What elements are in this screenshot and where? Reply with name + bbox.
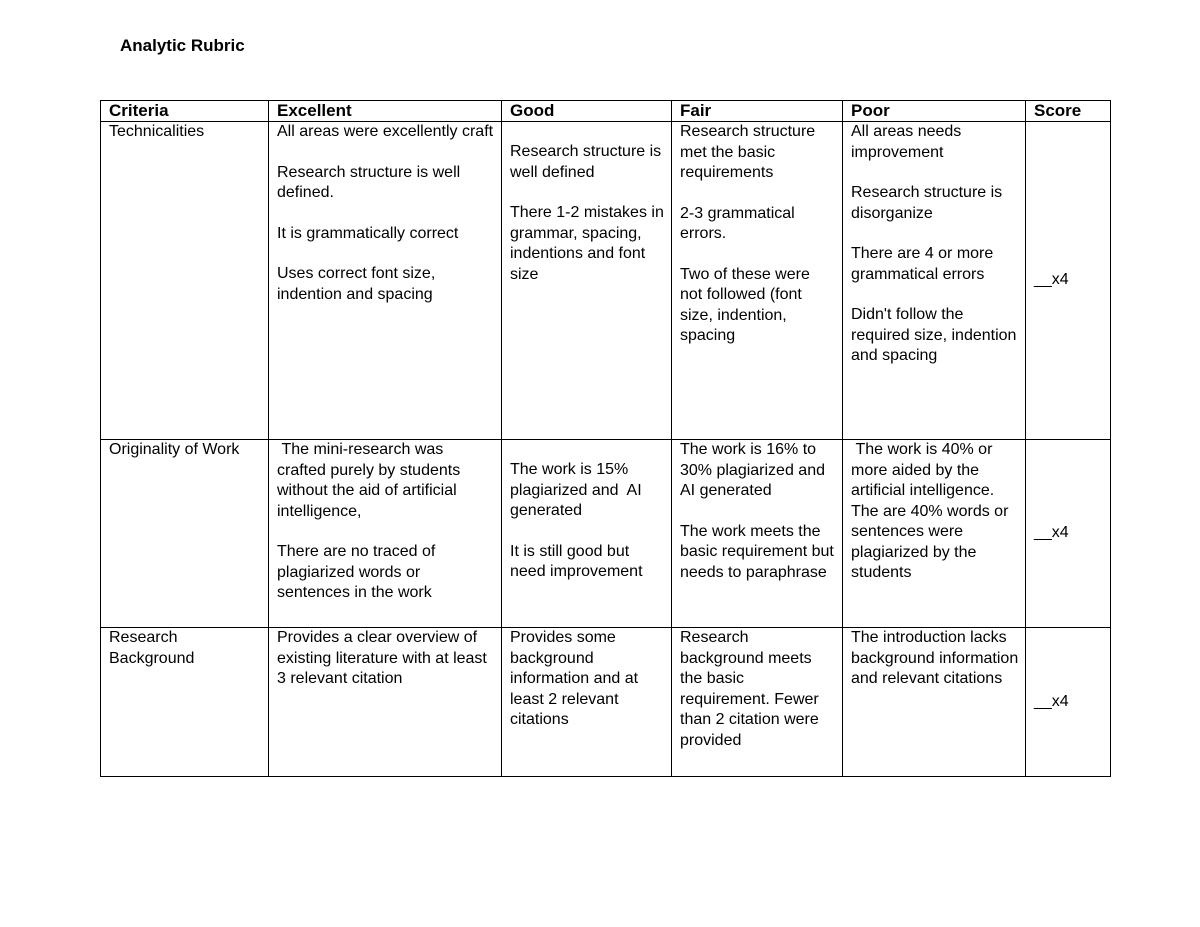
fair-cell [672,440,843,628]
cell-text: Research structure is well defined. [277,163,465,201]
cell-text: The work meets the basic requirement but needs to paraphrase [680,522,839,581]
criteria-cell: Research Background [101,628,269,777]
cell-text: The work is 16% to 30% plagiarized and AI generated [680,441,829,499]
poor-cell [843,440,1026,628]
criteria-cell: Technicalities [101,122,269,440]
cell-text: The mini-research was crafted purely by students without the aid of artificial intelligence, [277,441,465,520]
header-poor: Poor [843,101,1026,122]
good-cell [502,628,672,777]
cell-text: All areas needs improvement [851,123,966,161]
cell-text: There are 4 or more grammatical errors [851,245,998,283]
cell-text: Two of these were not followed (font size, indention, spacing [680,265,815,344]
cell-text: Provides some background information and at least 2 relevant citations [510,629,643,728]
cell-text: Research background meets the basic requirement. Fewer than 2 citation were provided [680,629,824,749]
good-cell [502,440,672,628]
cell-text: The work is 40% or more aided by the artificial intelligence. The are 40% words or sentences were plagiarized by the students [851,441,1013,581]
table-row [101,122,1111,440]
table-row [101,628,1111,777]
cell-text: All areas were excellently craft [277,123,494,140]
cell-text: It is grammatically correct [277,224,459,242]
header-fair: Fair [672,101,843,122]
excellent-cell [269,628,502,777]
cell-text: The introduction lacks background information and relevant citations [851,629,1023,687]
fair-cell [672,628,843,777]
cell-text: Research structure is well defined [510,143,666,181]
cell-text: The work is 15% plagiarized and AI generated [510,461,647,519]
cell-text: There 1-2 mistakes in grammar, spacing, indentions and font size [510,204,669,283]
criteria-cell: Originality of Work [101,440,269,628]
excellent-cell [269,440,502,628]
header-good: Good [502,101,672,122]
poor-cell [843,122,1026,440]
poor-cell [843,628,1026,777]
cell-text: Research structure is disorganize [851,184,1007,222]
header-score: Score [1026,101,1111,122]
score-cell: __x4 [1026,440,1111,628]
cell-text: It is still good but need improvement [510,542,643,580]
excellent-cell [269,122,502,440]
score-cell: __x4 [1026,628,1111,777]
cell-text: Didn't follow the required size, indention and spacing [851,306,1021,364]
cell-text: There are no traced of plagiarized words or sentences in the work [277,543,440,601]
table-row [101,440,1111,628]
cell-text: Uses correct font size, indention and spacing [277,265,440,303]
header-row [101,101,1111,122]
header-criteria: Criteria [101,101,269,122]
rubric-table [100,100,1111,777]
fair-cell [672,122,843,440]
score-cell: __x4 [1026,122,1111,440]
cell-text: Provides a clear overview of existing literature with at least 3 relevant citation [277,629,492,687]
cell-text: Research structure met the basic requirements [680,123,820,181]
cell-text: 2-3 grammatical errors. [680,204,800,242]
good-cell [502,122,672,440]
document-title: Analytic Rubric [120,36,245,55]
header-excellent: Excellent [269,101,502,122]
